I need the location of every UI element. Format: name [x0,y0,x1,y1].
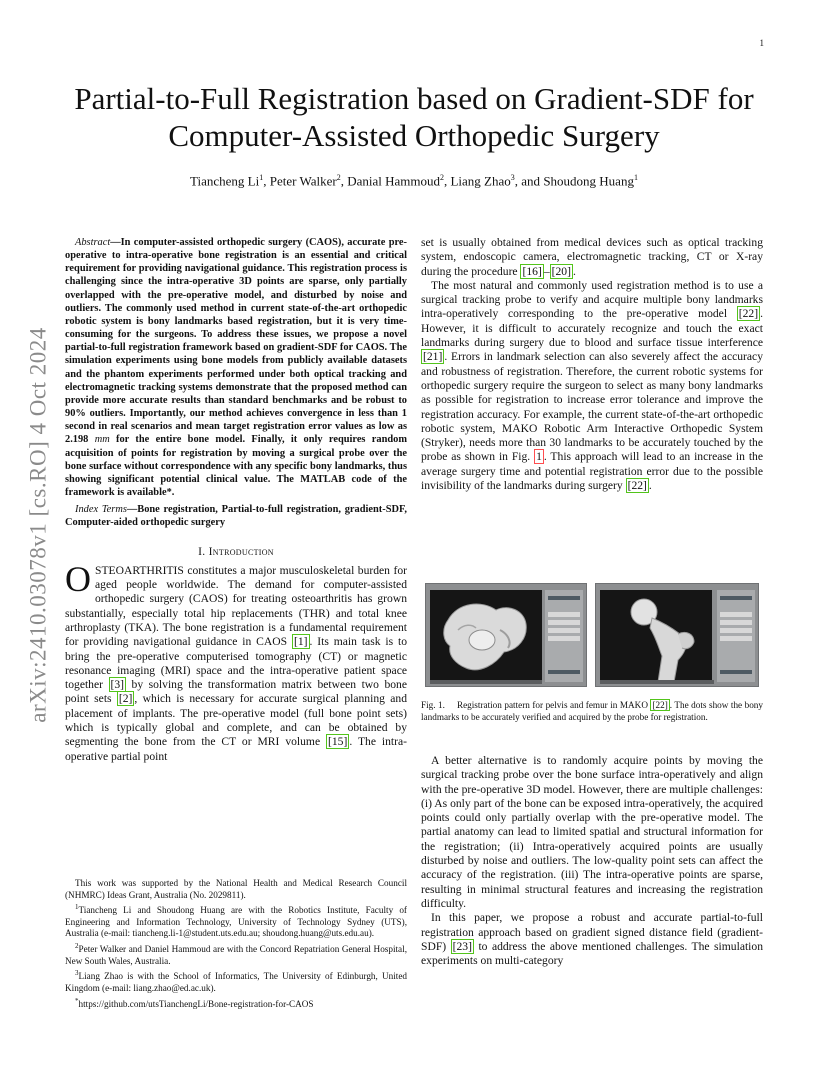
abstract [65,236,407,499]
femur-bottom-bar [600,680,714,684]
citation-link[interactable]: [23] [452,939,472,953]
side-panel-bar [548,596,580,600]
figure-panel-pelvis [425,583,587,687]
citation-link[interactable]: [20] [551,264,571,278]
index-terms [65,503,407,529]
side-panel-bar [548,612,580,617]
citation-link[interactable]: [3] [110,678,125,692]
citation-link[interactable]: [15] [328,735,348,749]
femur-side-panel [717,590,755,682]
paper-title: Partial-to-Full Registration based on Gradient-SDF for Computer-Assisted Orthopedic Surgery [74,81,754,153]
author-name: Liang Zhao [450,173,511,189]
footnote-text: Peter Walker and Daniel Hammoud are with the Concord Repatriation General Hospital, New South Wales, Australia. [65,944,407,966]
intro-text-1: constitutes a major musculoskeletal burden for aged people worldwide. The demand for computer-assisted orthopedic surgery (CAOS) for treating osteoarthritis has grown substantially, especially total hip replacements (THR) and total knee arthroplasty (TKA). The bone registration is a fundamental requirement for providing navigational guidance in CAOS [65,563,407,649]
author-affiliation-marker: 3 [510,173,515,182]
footnote-marker: 1 [75,903,79,912]
figure-1 [421,583,763,687]
abstract-text-end: for the entire bone model. Finally, it only requires random acquisition of points for registration by moving a surgical probe over the bone surface without correspondence with any specific bony landmarks, thus showing significant potential clinical value. The MATLAB code of the framework is available*. [65,434,407,498]
footnote-text: Liang Zhao is with the School of Informatics, The University of Edinburgh, United Kingdom (e-mail: liang.zhao@ed.ac.uk). [65,971,407,993]
author-separator: , [443,173,451,189]
footnote-code-link [65,996,407,1011]
intro-paragraph [65,558,408,764]
figure-label: Fig. 1. [421,700,445,710]
right-paragraph-1 [421,279,763,493]
author-affiliation-marker: 2 [336,173,341,182]
side-panel-bar [720,612,752,617]
title-block [60,80,768,189]
caption-text: Registration pattern for pelvis and femur in MAKO [456,700,651,710]
author-separator: , [263,173,270,189]
right-paragraph-3 [421,911,763,968]
right-text: . Errors in landmark selection can also severely affect the accuracy and robustness of registration. Therefore, the current robotic systems for orthopedic surgery require the surgeon to select as many bony landmarks as possible for registration to increase error tolerance and improve the registration accuracy. For example, the current state-of-the-art orthopedic robotic system, MAKO Robotic Arm Interactive Orthopedic System (Stryker), needs more than 30 landmarks to be accurately touched by the probe as shown in Fig. [421,350,763,464]
right-text: . [572,264,576,278]
figure-reference-link[interactable]: 1 [536,450,542,464]
side-panel-bar [548,628,580,633]
footnote-affiliation-2 [65,941,407,967]
intro-text-3: by solving the transformation matrix between two bone point sets [65,678,407,706]
author-name: Tiancheng Li [190,173,260,189]
citation-link[interactable]: [16] [522,264,542,278]
right-text: . However, it is difficult to accurately recognize and touch the exact landmarks during surgery due to blood and surface tissue interference [421,307,763,350]
right-column [421,236,763,493]
side-panel-bar [720,636,752,641]
footnote-marker: 3 [75,969,79,978]
side-panel-bar [720,670,752,674]
footnote-affiliation-1 [65,902,407,940]
pelvis-viewport [430,590,542,682]
citation-link[interactable]: [22] [652,700,668,710]
citation-link[interactable]: [21] [423,350,443,364]
side-panel-bar [548,620,580,625]
author-separator: , [340,173,348,189]
pelvis-bone-image [430,590,542,682]
author-affiliation-marker: 1 [633,173,638,182]
citation-link[interactable]: [2] [118,692,133,706]
caption-text: . The dots show the bony landmarks to be accurately verified and acquired by the probe for registration. [421,700,763,722]
page-number: 1 [759,38,764,48]
abstract-unit: mm [94,434,110,446]
left-column [65,236,407,764]
range-dash: – [543,264,550,278]
drop-cap: O [65,558,91,599]
code-url-link[interactable]: https://github.com/utsTianchengLi/Bone-registration-for-CAOS [78,998,314,1009]
footnotes [65,878,407,1011]
femur-viewport [600,590,712,682]
side-panel-bar [720,620,752,625]
right-text: to address the above mentioned challenges. The simulation experiments on multi-category [421,939,764,968]
figure-panel-femur [595,583,759,687]
right-text: set is usually obtained from medical devices such as optical tracking system, endoscopic camera, electromagnetic tracking, CT or X-ray during the procedure [421,236,763,278]
abstract-text: —In computer-assisted orthopedic surgery (CAOS), accurate pre-operative to intra-operative bone registration is an essential and critical requirement for providing navigational guidance. This registration process is challenging since the intra-operative 3D points are sparse, only partially overlapped with the pre-operative model, and disturbed by noise and outliers. The commonly used method in current state-of-the-art orthopedic robotic system is bony landmarks based registration, but it is very time-consuming for the surgeons. To address these issues, we propose a novel partial-to-full registration framework based on gradient-SDF for CAOS. The simulation experiments using bone models from publicly available datasets and the phantom experiments performed under both optical tracking and electromagnetic tracking systems demonstrate that the proposed method can provide more accurate results than standard benchmarks and be robust to 90% outliers. Importantly, our method achieves convergence in less than 1 second in real scenarios and mean target registration error values as low as 2.198 [65,237,407,446]
citation-link[interactable]: [22] [738,307,759,321]
author-name: Peter Walker [269,173,337,189]
author-separator: , and [514,173,544,189]
side-panel-bar [720,628,752,633]
author-list [60,173,768,189]
section-heading-introduction: I. Introduction [198,545,274,559]
author-name: Danial Hammoud [347,173,440,189]
footnote-funding: This work was supported by the National Health and Medical Research Council (NHMRC) Ideas Grant, Australia (No. 2029811). [65,878,407,900]
author-affiliation-marker: 2 [439,173,444,182]
pelvis-side-panel [545,590,583,682]
right-text: The most natural and commonly used registration method is to use a surgical tracking probe to verify and acquire multiple bony landmarks intra-operatively corresponding to the pre-operative model [421,278,763,321]
arxiv-stamp [14,300,64,750]
author-affiliation-marker: 1 [259,173,264,182]
footnote-affiliation-3 [65,968,407,994]
footnote-marker: 2 [75,942,79,951]
intro-first-word: STEOARTHRITIS [95,563,184,577]
side-panel-bar [720,596,752,600]
right-text: In this paper, we propose a robust and accurate partial-to-full registration approach based on gradient signed distance field (gradient-SDF) [421,911,763,953]
arxiv-stamp-text: arXiv:2410.03078v1 [cs.RO] 4 Oct 2024 [26,327,51,723]
footnote-marker: * [75,996,79,1005]
right-column-lower [421,754,763,968]
citation-link[interactable]: [1] [293,635,308,649]
side-panel-bar [548,636,580,641]
right-text: . This approach will lead to an increase in the average surgery time and potential registration error due to the possible invisibility of the landmarks during surgery [421,450,763,493]
figure-caption [421,700,763,723]
citation-link[interactable]: [22] [627,479,647,493]
index-terms-text: —Bone registration, Partial-to-full registration, gradient-SDF, Computer-aided orthopedic surgery [65,504,407,529]
intro-text-4: , which is necessary for accurate surgical planning and placement of implants. The pre-operative model (full bone point sets) which is typically global and complete, and can be obtained by segmenting the bone from the CT or MRI volume [65,692,407,749]
index-terms-lead: Index Terms [75,504,127,516]
pelvis-bottom-bar [430,680,542,684]
femur-bone-image [600,590,712,682]
side-panel-bar [548,670,580,674]
right-paragraph-0 [421,236,763,279]
intro-text-2: . Its main task is to bring the pre-operative computerised tomography (CT) or magnetic resonance imaging (MRI) space and the intra-operative patient space together [65,635,408,692]
footnote-text: Tiancheng Li and Shoudong Huang are with the Robotics Institute, Faculty of Engineering and Information Technology, University of Technology Sydney (UTS), Australia (e-mail: tiancheng.li-1@student.uts.edu.au; shoudong.huang@uts.edu.au). [65,905,407,939]
right-text: . [648,479,652,493]
author-name: Shoudong Huang [543,173,634,189]
right-paragraph-2: A better alternative is to randomly acquire points by moving the surgical tracking probe over the bone surface intra-operatively and align with the pre-operative 3D model. However, there are multiple challenges: (i) As only part of the bone can be exposed intra-operatively, the acquired points could only partially overlap with the pre-operative model. The partial anatomy can lead to limited spatial and structural information for the registration; (ii) Intra-operatively acquired points are usually disturbed by noise and outliers. The low-quality point sets can affect the accuracy of the registration. (iii) The intra-operative points are sparse, resulting in minimal structural features and increasing the registration difficulty. [421,754,763,910]
intro-text-5: . The intra-operative partial point [65,735,407,763]
abstract-lead: Abstract [75,237,111,248]
